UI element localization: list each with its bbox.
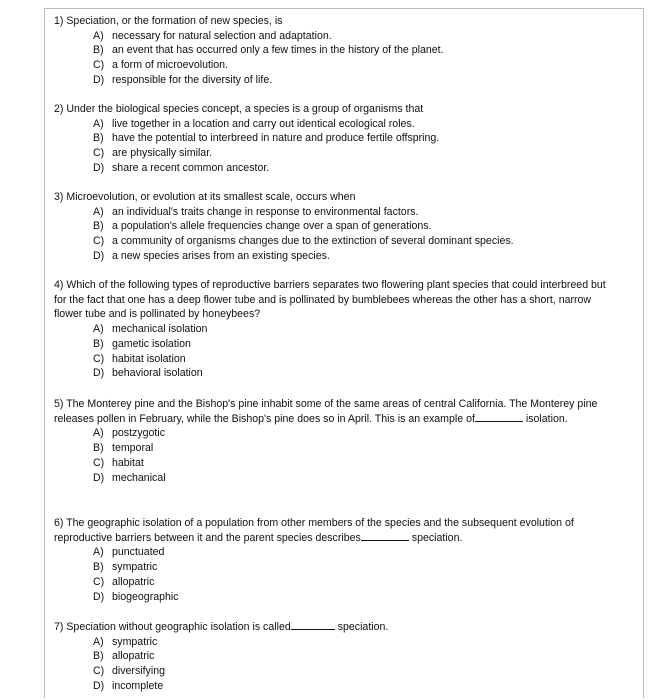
option-a: A) punctuated [93, 546, 165, 559]
question-1 [54, 14, 614, 88]
option-c: C) allopatric [93, 575, 155, 588]
question-6 [54, 516, 614, 604]
answer-blank [291, 620, 335, 630]
option-list [54, 635, 614, 694]
answer-blank [475, 412, 523, 422]
question-stem: 5) The Monterey pine and the Bishop's pine inhabit some of the same areas of central California. The Monterey pine releases pollen in February, while the Bishop's pine does so in April. This is an example of isolation. [54, 398, 598, 425]
option-d: D) mechanical [93, 471, 166, 484]
option-a: A) necessary for natural selection and adaptation. [93, 29, 332, 42]
option-c: C) a community of organisms changes due to the extinction of several dominant species. [93, 235, 514, 248]
answer-blank [361, 531, 409, 541]
option-list [54, 29, 614, 88]
option-d: D) share a recent common ancestor. [93, 161, 270, 174]
option-d: D) biogeographic [93, 590, 179, 603]
option-a: A) an individual's traits change in response to environmental factors. [93, 205, 419, 218]
option-c: C) habitat isolation [93, 352, 186, 365]
question-5 [54, 397, 614, 485]
option-d: D) incomplete [93, 679, 164, 692]
option-a: A) mechanical isolation [93, 323, 208, 336]
option-c: C) habitat [93, 456, 144, 469]
option-b: B) allopatric [93, 650, 155, 663]
option-c: C) are physically similar. [93, 147, 213, 160]
question-2 [54, 102, 614, 176]
option-c: C) diversifying [93, 665, 165, 678]
option-list [54, 426, 614, 485]
option-list [54, 545, 614, 604]
option-b: B) gametic isolation [93, 337, 191, 350]
question-stem: 7) Speciation without geographic isolation is called speciation. [54, 621, 389, 633]
question-stem: 3) Microevolution, or evolution at its smallest scale, occurs when [54, 191, 356, 203]
question-stem: 4) Which of the following types of reproductive barriers separates two flowering plant species that could interbreed but for the fact that one has a deep flower tube and is pollinated by bumblebees whereas the other has a short, narrow flower tube and is pollinated by honeybees? [54, 279, 606, 321]
question-stem: 6) The geographic isolation of a population from other members of the species and the subsequent evolution of reproductive barriers between it and the parent species describes speciation. [54, 517, 574, 544]
question-stem: 1) Speciation, or the formation of new species, is [54, 15, 283, 27]
question-7 [54, 620, 614, 694]
option-b: B) a population's allele frequencies change over a span of generations. [93, 220, 432, 233]
option-a: A) live together in a location and carry out identical ecological roles. [93, 117, 415, 130]
option-d: D) a new species arises from an existing species. [93, 249, 330, 262]
option-c: C) a form of microevolution. [93, 59, 228, 72]
question-4 [54, 278, 614, 381]
worksheet-page [44, 8, 644, 698]
option-b: B) temporal [93, 442, 154, 455]
option-list [54, 117, 614, 176]
option-a: A) sympatric [93, 635, 158, 648]
option-d: D) responsible for the diversity of life. [93, 73, 273, 86]
question-3 [54, 190, 614, 264]
question-stem: 2) Under the biological species concept, a species is a group of organisms that [54, 103, 424, 115]
option-a: A) postzygotic [93, 427, 165, 440]
option-b: B) have the potential to interbreed in nature and produce fertile offspring. [93, 132, 440, 145]
option-b: B) sympatric [93, 561, 158, 574]
option-list [54, 322, 614, 381]
option-d: D) behavioral isolation [93, 367, 203, 380]
option-list [54, 205, 614, 264]
option-b: B) an event that has occurred only a few times in the history of the planet. [93, 44, 444, 57]
